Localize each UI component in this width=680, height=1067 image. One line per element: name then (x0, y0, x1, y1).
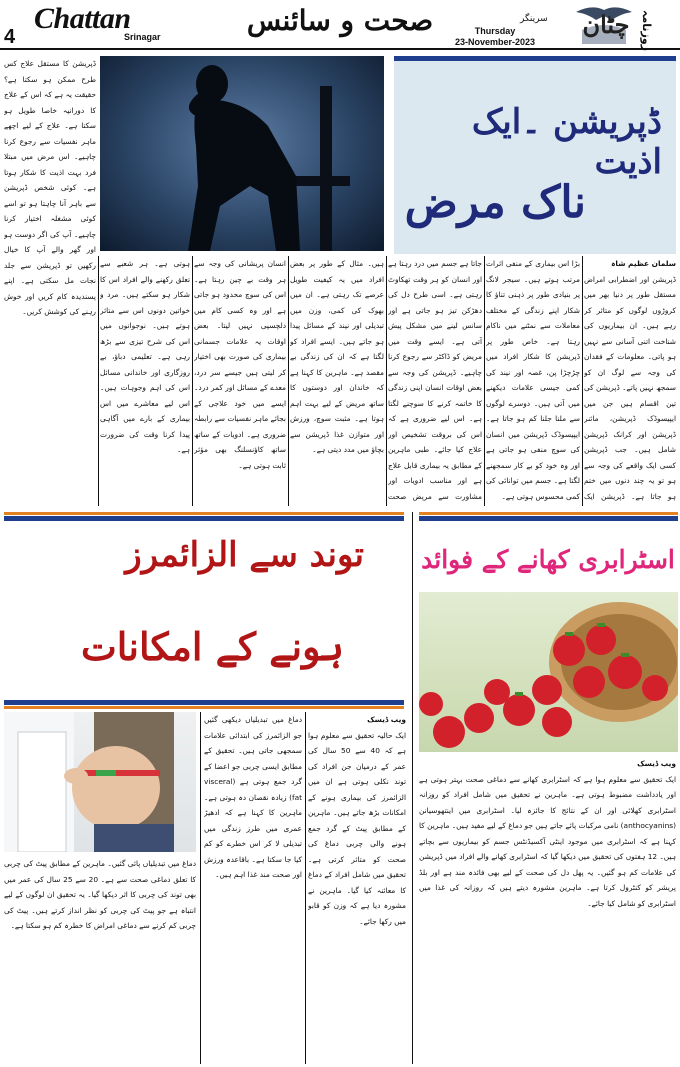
belly-text: دماغ میں تبدیلیاں پائی گئیں۔ ماہرین کے مطابق پیٹ کی چربی کا تعلق دماغی صحت سے ہے۔ 20 سے 25 سال کی عمر میں بھی توند کی چربی کا اثر دیکھا گیا۔ یہ تحقیق ان لوگوں کے لیے انتباہ ہے جو پیٹ کی چربی کو نظر انداز کرتے ہیں۔ پیٹ کی چربی کم کرنے سے دماغی امراض کا خطرہ کم ہو سکتا ہے۔ (4, 859, 196, 930)
logo-text-urdu: چٹان (582, 10, 630, 39)
section-rule (4, 700, 404, 705)
depression-headline-line2: ناک مرض (404, 177, 586, 228)
depression-column-6 (100, 256, 190, 506)
strawberry-basket-icon (419, 592, 678, 752)
depression-byline: سلمان عظیم شاہ (611, 259, 676, 268)
depression-text: ہیں۔ مثال کے طور پر بعض افراد میں یہ کیفیت طویل عرصے تک رہتی ہے۔ ان میں بھوک کی کمی، وزن میں تبدیلی اور نیند کے مسائل پیدا ہو جاتے ہیں۔ ایسے افراد کو لگتا ہے کہ ان کی زندگی بے مقصد ہے۔ ماہرین کا کہنا ہے کہ خاندان اور دوستوں کا ساتھ مریض کے لیے بہت اہم ہوتا ہے۔ مثبت سوچ، ورزش اور متوازن غذا ڈپریشن سے بچاؤ میں مدد دیتی ہے۔ (290, 259, 384, 454)
daily-label-urdu: روزنامہ (640, 10, 653, 52)
depression-text: بڑا اس بیماری کے منفی اثرات مرتب ہوتے ہیں۔ سیجر لانگ پر بنیادی طور پر ذہنی تناؤ کا شکار اپنے زندگی کے مختلف معاملات سے نمٹنے میں ناکام رہتا ہے۔ خاص طور پر ڈپریشن کا شکار افراد میں چڑچڑا پن، غصہ اور نیند کی کمی جیسی علامات دیکھنے میں آتی ہیں۔ دوسرے لوگوں سے ملنا جلنا کم ہو جاتا ہے۔ ایپیسوڈک ڈپریشن میں انسان کی سوچ منفی ہو جاتی ہے اور وہ خود کو بے کار سمجھنے لگتا ہے۔ جسم میں توانائی کی کمی محسوس ہوتی ہے۔ (486, 259, 580, 501)
doctor-measuring-belly-icon (4, 712, 196, 852)
depression-column-5 (194, 256, 286, 506)
depression-text: انسان پریشانی کی وجہ سے ہر وقت بے چین رہتا ہے۔ اس کی سوچ محدود ہو جاتی ہے اور وہ کسی کام میں دلچسپی نہیں لیتا۔ بعض اوقات یہ علامات جسمانی بیماری کی صورت بھی اختیار کر لیتی ہیں جیسے سر درد، معدے کے مسائل اور کمر درد۔ ایسے میں خود علاجی کے بجائے ماہر نفسیات سے رابطہ ضروری ہے۔ ادویات کے ساتھ ساتھ کاؤنسلنگ بھی مؤثر ثابت ہوتی ہے۔ (194, 259, 286, 470)
column-divider (305, 712, 306, 1064)
depression-column-left (4, 56, 96, 506)
section-rule (4, 706, 404, 709)
section-title: صحت و سائنس (246, 4, 434, 37)
depression-headline-box (394, 56, 676, 254)
column-divider (288, 256, 289, 506)
belly-text: ایک حالیہ تحقیق سے معلوم ہوا ہے کہ 40 سے 50 سال کی عمر کے درمیان جن افراد کی توند نکلی ہوتی ہے ان میں الزائمرز کی بیماری ہونے کے امکانات بڑھ جاتے ہیں۔ ماہرین کے مطابق پیٹ کے گرد جمع ہونے والی چربی دماغ کی صحت کو متاثر کرتی ہے۔ تحقیق میں شامل افراد کے دماغ کا معائنہ کیا گیا۔ ماہرین نے مشورہ دیا ہے کہ وزن کو قابو میں رکھا جائے۔ (308, 730, 406, 926)
section-rule (419, 512, 678, 515)
depression-column-4 (290, 256, 384, 506)
belly-text: دماغ میں تبدیلیاں دیکھی گئیں جو الزائمرز کی ابتدائی علامات سمجھی جاتی ہیں۔ تحقیق کے مطابق ایسی چربی جو اعضا کے گرد جمع ہوتی ہے (visceral fat) زیادہ نقصان دہ ہوتی ہے۔ ماہرین کا کہنا ہے کہ ادھیڑ عمری میں طرز زندگی میں تبدیلی لا کر اس خطرے کو کم کیا جا سکتا ہے۔ باقاعدہ ورزش اور صحت مند غذا اہم ہیں۔ (204, 715, 302, 879)
strawberry-text: ایک تحقیق سے معلوم ہوا ہے کہ اسٹرابری کھانے سے دماغی صحت بہتر ہوتی ہے اور یادداشت مضبوط ہوتی ہے۔ ماہرین نے تحقیق میں شامل افراد کو روزانہ اسٹرابری کھلائی اور ان کے نتائج کا جائزہ لیا۔ اسٹرابری میں اینتھوسیانن (anthocyanins) نامی مرکبات پائے جاتے ہیں جو دماغ کے لیے مفید ہیں۔ ماہرین کا کہنا ہے کہ اسٹرابری میں موجود اینٹی آکسیڈنٹس جسم کو بیماریوں سے بچاتے ہیں۔ 12 ہفتوں کی تحقیق میں دیکھا گیا کہ اسٹرابری کھانے والے افراد میں ڈپریشن کی علامات کم ہو گئیں۔ یہ پھل دل کی صحت کے لیے بھی فائدہ مند ہے اور بلڈ پریشر کو کنٹرول کرتا ہے۔ ماہرین مشورہ دیتے ہیں کہ روزانہ کی غذا میں اسٹرابری کو شامل کیا جائے۔ (419, 774, 676, 908)
depression-text: جاتا ہے جسم میں درد رہتا ہے اور انسان کو ہر وقت تھکاوٹ رہتی ہے۔ اسی طرح دل کی دھڑکن تیز ہو جاتی ہے اور سانس لینے میں مشکل پیش آتی ہے۔ ایسے وقت میں مریض کو ڈاکٹر سے رجوع کرنا چاہیے۔ ڈپریشن کی وجہ سے بعض اوقات انسان اپنی زندگی کا خاتمہ کرنے کا سوچنے لگتا ہے۔ اس لیے ضروری ہے کہ اس کی بروقت تشخیص اور علاج کیا جائے۔ طبی ماہرین کے مطابق یہ بیماری قابل علاج ہے اور مناسب ادویات اور مشاورت سے مریض صحت (388, 259, 482, 501)
page-number: 4 (4, 26, 16, 48)
brand-name: Chattan (34, 2, 131, 35)
depression-column-2 (486, 256, 580, 506)
belly-headline (4, 520, 404, 700)
strawberry-basket-photo (419, 592, 678, 752)
depressed-man-photo (100, 56, 384, 251)
column-divider (386, 256, 387, 506)
masthead (0, 0, 680, 50)
depression-headline-line1: ڈپریشن ۔ایک اذیت (471, 102, 662, 182)
city-label-urdu: سرینگر (520, 14, 548, 24)
depression-text: ہوتی ہے۔ ہر شعبے سے تعلق رکھنے والے افراد اس کا شکار ہو سکتے ہیں۔ مرد و خواتین دونوں اس سے متاثر ہوتے ہیں۔ نوجوانوں میں اس کی شرح تیزی سے بڑھ رہی ہے۔ تعلیمی دباؤ، بے روزگاری اور خاندانی مسائل اس کی اہم وجوہات ہیں۔ اس لیے معاشرے میں اس بیماری کے بارے میں آگاہی پیدا کرنا وقت کی ضرورت ہے۔ (100, 259, 190, 454)
date: 23-November-2023 (454, 37, 536, 47)
belly-column-middle (204, 712, 302, 1064)
strawberry-headline: اسٹرابری کھانے کے فوائد (421, 545, 675, 574)
column-divider (200, 712, 201, 1064)
issue-date (430, 26, 560, 48)
belly-byline: ویب ڈیسک (367, 715, 406, 724)
section-rule (4, 512, 404, 515)
section-rule (419, 516, 678, 521)
belly-column-right (308, 712, 406, 1064)
column-divider (192, 256, 193, 506)
column-divider (98, 256, 99, 506)
depression-text: ڈپریشن کا مستقل علاج کس طرح ممکن ہو سکتا ہے؟ حقیقت یہ ہے کہ اس کے علاج کا دورانیہ خاصا طویل ہو سکتا ہے۔ علاج کے لیے اچھے ماہر نفسیات سے رجوع کرنا چاہیے۔ اس مرض میں مبتلا فرد بہت اذیت کا شکار ہوتا ہے۔ کوئی شخص ڈپریشن سے باہر آنا چاہتا ہو تو اسے کوئی مشغلہ اختیار کرنا چاہیے۔ آپ کی اگر دوست ہو اور گھر والے آپ کا خیال رکھیں تو ڈپریشن سے جلد نجات مل سکتی ہے۔ اپنے پسندیدہ کام کریں اور خوش رہنے کی کوشش کریں۔ (4, 59, 96, 316)
belly-headline-line2: ہونے کے امکانات (81, 624, 344, 669)
weekday: Thursday (474, 26, 516, 36)
depression-column-right (584, 256, 676, 506)
silhouette-figure-icon (100, 56, 384, 251)
column-divider (484, 256, 485, 506)
city-label: Srinagar (124, 32, 161, 42)
depression-column-3 (388, 256, 482, 506)
depression-text: ڈپریشن اور اضطرابی امراض مستقل طور پر دنیا بھر میں کروڑوں لوگوں کو متاثر کر رہے ہیں۔ ان بیماریوں کی شناخت اتنی آسانی سے نہیں ہو پاتی۔ معلومات کے فقدان کی وجہ سے لوگ ان کو سمجھ نہیں پاتے۔ ڈپریشن کی تین اقسام ہیں جن میں ایپیسوڈک ڈپریشن، مائنر ڈپریشن اور کرانک ڈپریشن شامل ہیں۔ جب ڈپریشن کسی ایک واقعے کی وجہ سے ہو تو یہ چند دنوں میں ختم ہو جاتا ہے۔ ڈپریشن ایک (584, 274, 676, 501)
belly-column-left (4, 856, 196, 1064)
column-divider (412, 512, 413, 1064)
belly-headline-line1: توند سے الزائمرز (125, 535, 364, 575)
belly-measurement-photo (4, 712, 196, 852)
column-divider (582, 256, 583, 506)
strawberry-byline: ویب ڈیسک (637, 759, 676, 768)
strawberry-column (419, 756, 676, 1064)
